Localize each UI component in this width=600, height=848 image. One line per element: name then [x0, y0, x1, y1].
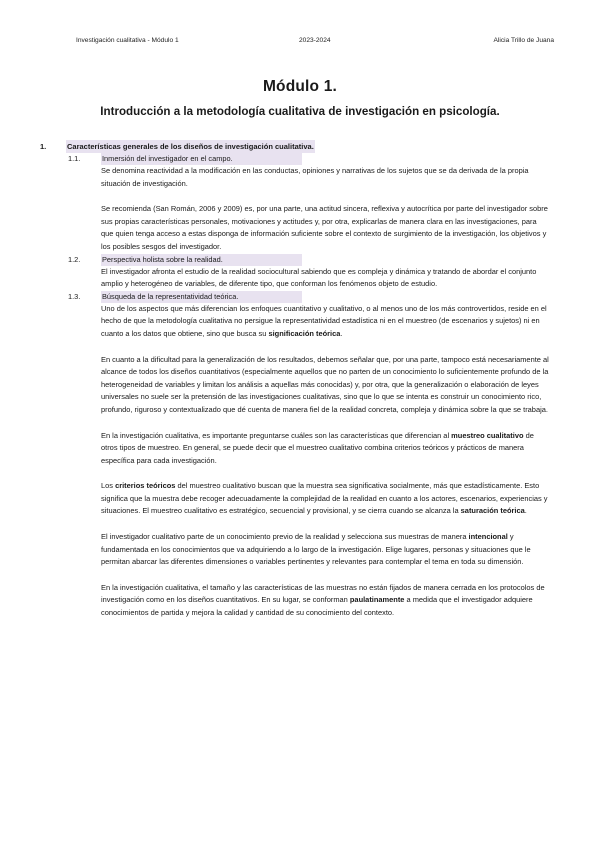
subsection-number: 1.2. [68, 254, 81, 264]
paragraph: En cuanto a la dificultad para la generalización de los resultados, debemos señalar que, por una parte, tampoco está necesariamente al alcance de todos los diseños cuantitativos (especialmente aquellos que no parten de un conocimiento lo suficientemente profundo de la heterogeneidad de variables y limitan los análisis a aquellas más conocidas) y, por otra, que la generalización o elaboración de leyes universales no suele ser la pretensión de las investigaciones cualitativas, sino que lo que se intenta es construir un conocimiento rico, profundo, riguroso y contextualizado que dé cuenta de manera fiel de la realidad concreta, compleja y dinámica sobre la que se trabaja. [101, 354, 549, 414]
section-heading [40, 140, 560, 153]
subsection-heading-1-2 [40, 254, 560, 266]
subsection-number: 1.1. [68, 154, 81, 163]
header-author: Alicia Trillo de Juana [493, 37, 554, 44]
highlight-term: muestreo cualitativo [451, 430, 524, 440]
paragraph: Uno de los aspectos que más diferencian los enfoques cuantitativo y cualitativo, o al menos uno de los más controvertidos, reside en el hecho de que la metodología cualitativa no persigue la representatividad estadística ni en el muestreo (de escenarios y sujetos) ni en cuanto a los datos que obtiene, sino que busca su significación teórica. [101, 303, 547, 338]
paragraph: Se denomina reactividad a la modificación en las conductas, opiniones y narrativas de los sujetos que se da derivada de la propia situación de investigación. [101, 166, 529, 188]
subsection-title: Perspectiva holista sobre la realidad. [101, 254, 302, 266]
paragraph: Se recomienda (San Román, 2006 y 2009) es, por una parte, una actitud sincera, reflexiva y autocrítica por parte del investigador sobre sus propias características personales, motivaciones y actitudes y, por otra, explicarlas de manera clara en las investigaciones, para que quien tenga acceso a estas disponga de información suficiente sobre el contexto de surgimiento de la investigación, los objetivos y los posibles sesgos del investigador. [101, 204, 548, 251]
highlight-term: significación teórica [268, 328, 341, 338]
subsection-title: Inmersión del investigador en el campo. [101, 153, 302, 165]
highlight-term: saturación teórica [460, 506, 525, 516]
subsection-heading-1-3 [40, 291, 560, 303]
subsection-number: 1.3. [68, 291, 81, 301]
paragraph: En la investigación cualitativa, el tamaño y las características de las muestras no están fijados de manera cerrada en los protocolos de investigación como en los diseños cuantitativos. En su lugar, se conforman paulatinamente a medida que el investigador adquiere conocimientos de partida y mejora la calidad y cantidad de su conocimiento del contexto. [101, 582, 545, 618]
paragraph: El investigador cualitativo parte de un conocimiento previo de la realidad y selecciona sus muestras de manera intencional y fundamentada en los conocimientos que va adquiriendo a lo largo de la investigación. Elige lugares, personas y situaciones que le permitan abarcar las diferentes dimensiones o variables pertinentes y relevantes para contemplar el tema en toda su dimensión. [101, 532, 531, 567]
highlight-term: intencional [468, 532, 508, 542]
paragraph: En la investigación cualitativa, es importante preguntarse cuáles son las características que diferencian al muestreo cualitativo de otros tipos de muestreo. En general, se puede decir que el muestreo cualitativo combina criterios teóricos y prácticos de manera específica para cada investigación. [101, 430, 534, 465]
page-title: Módulo 1. [262, 78, 338, 95]
subsection-heading-1-1 [40, 153, 560, 165]
page-header [76, 37, 554, 49]
subsection-title: Búsqueda de la representatividad teórica. [101, 291, 302, 303]
section-number: 1. [40, 142, 47, 151]
section-title: Características generales de los diseños de investigación cualitativa. [67, 142, 314, 151]
highlight-term: criterios teóricos [115, 481, 176, 491]
header-year: 2023-2024 [299, 37, 331, 44]
header-course: Investigación cualitativa - Módulo 1 [76, 37, 179, 44]
page-subtitle: Introducción a la metodología cualitativa de investigación en psicología. [100, 105, 500, 118]
paragraph: Los criterios teóricos del muestreo cualitativo buscan que la muestra sea significativa socialmente, más que estadísticamente. Esto significa que la muestra debe recoger adecuadamente la complejidad de la realidad en cuanto a los actores, escenarios, experiencias y situaciones. El muestreo cualitativo es estratégico, secuencial y provisional, y se cierra cuando se alcanza la saturación teórica. [101, 481, 548, 516]
paragraph: El investigador afronta el estudio de la realidad sociocultural sabiendo que es compleja y dinámica y tratando de abordar el conjunto amplio y heterogéneo de variables, de diferente tipo, que conforman los fenómenos objeto de estudio. [101, 266, 537, 289]
section-1 [40, 140, 560, 620]
highlight-term: paulatinamente [349, 595, 405, 605]
